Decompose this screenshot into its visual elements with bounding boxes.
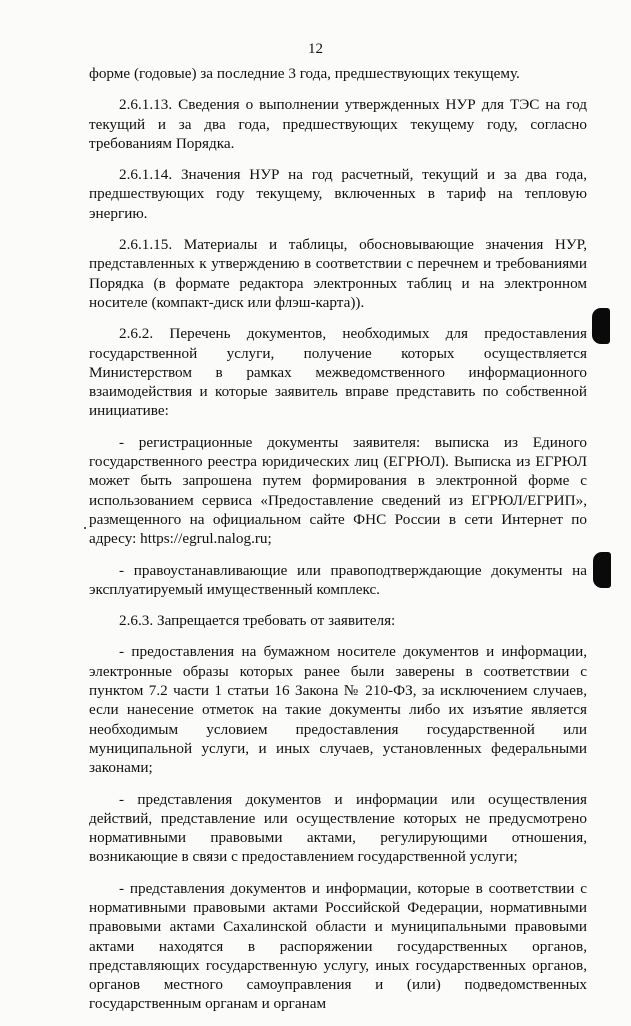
paragraph-2-6-1-15: 2.6.1.15. Материалы и таблицы, обосновывающие значения НУР, представленных к утверждению в соответствии с перечнем и требованиями Порядка (в формате редактора электронных таблиц и на электронном носителе (компакт-диск или флэш-карта)). xyxy=(89,236,587,311)
paragraph-2-6-3: 2.6.3. Запрещается требовать от заявителя: xyxy=(119,612,396,630)
list-item-unregulated-docs: - представления документов и информации или осуществления действий, представление или осуществление которых не предусмотрено нормативными правовыми актами, регулирующими отношения, возникающие в связи с предоставлением государственной услуги; xyxy=(89,790,587,866)
scan-speck xyxy=(84,527,86,529)
list-item-paper-docs: - предоставления на бумажном носителе документов и информации, электронные образы которых ранее были заверены в соответствии с пунктом 7.2 части 1 статьи 16 Закона № 210-ФЗ, за исключением случаев, если нанесение отметок на такие документы либо их изъятие является необходимым условием предоставления государственной или муниципальной услуги, и иных случаев, установленных федеральными законами; xyxy=(89,643,587,777)
binding-hole-mark xyxy=(592,308,610,344)
list-item-registration-docs: - регистрационные документы заявителя: выписка из Единого государственного реестра юридических лиц (ЕГРЮЛ). Выписка из ЕГРЮЛ может быть запрошена путем формирования в электронной форме с использованием сервиса «Предоставление сведений из ЕГРЮЛ/ЕГРИП», размещенного на официальном сайте ФНС России в сети Интернет по адресу: https://egrul.nalog.ru; xyxy=(89,433,587,548)
paragraph-2-6-2: 2.6.2. Перечень документов, необходимых для предоставления государственной услуги, получение которых осуществляется Министерством в рамках межведомственного информационного взаимодействия и которые заявитель вправе представить по собственной инициативе: xyxy=(89,325,587,420)
paragraph-2-6-1-13: 2.6.1.13. Сведения о выполнении утвержденных НУР для ТЭС на год текущий и за два года, предшествующих текущему году, согласно требованиям Порядка. xyxy=(89,96,587,152)
list-item-held-docs: - представления документов и информации, которые в соответствии с нормативными правовыми актами Российской Федерации, нормативными правовыми актами Сахалинской области и муниципальными правовыми актами находятся в распоряжении государственных органов, представляющих государственную услугу, иных государственных органов, органов местного самоуправления и (или) подведомственных государственным органам и органам xyxy=(89,879,587,1013)
list-item-title-docs: - правоустанавливающие или правоподтверждающие документы на эксплуатируемый имущественный комплекс. xyxy=(89,561,587,598)
paragraph-2-6-1-14: 2.6.1.14. Значения НУР на год расчетный, текущий и за два года, предшествующих году текущему, включенных в тариф на тепловую энергию. xyxy=(89,166,587,222)
binding-hole-mark xyxy=(593,552,611,588)
document-body xyxy=(89,64,587,1026)
paragraph-continuation: форме (годовые) за последние 3 года, предшествующих текущему. xyxy=(89,65,520,82)
page-number: 12 xyxy=(308,41,323,57)
